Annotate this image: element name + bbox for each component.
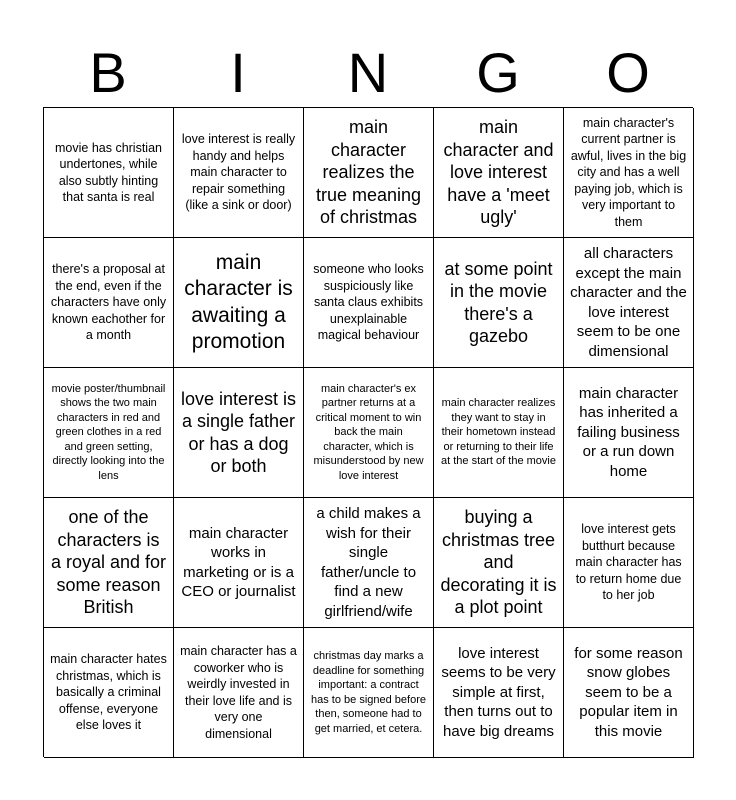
cell-text: main character works in marketing or is a CEO or journalist: [181, 524, 296, 600]
bingo-cell[interactable]: [304, 238, 434, 368]
cell-text: main character realizes they want to stay in their hometown instead or returning to their life at the start of the movie: [441, 397, 556, 468]
bingo-cell[interactable]: [434, 498, 564, 628]
bingo-cell[interactable]: [44, 498, 174, 628]
bingo-cell[interactable]: [564, 498, 694, 628]
cell-text: christmas day marks a deadline for something important: a contract has to be signed before then, someone had to get married, et cetera.: [311, 650, 426, 735]
cell-text: love interest seems to be very simple at first, then turns out to have big dreams: [441, 644, 556, 740]
bingo-cell[interactable]: [434, 238, 564, 368]
bingo-cell[interactable]: [564, 108, 694, 238]
bingo-cell[interactable]: [434, 628, 564, 758]
cell-text: love interest gets butthurt because main character has to return home due to her job: [575, 522, 682, 603]
bingo-cell[interactable]: [174, 498, 304, 628]
bingo-cell[interactable]: [564, 238, 694, 368]
cell-text: main character and love interest have a 'meet ugly': [443, 117, 554, 228]
bingo-cell[interactable]: [44, 238, 174, 368]
cell-text: there's a proposal at the end, even if the characters have only known eachother for a month: [50, 262, 167, 343]
cell-text: for some reason snow globes seem to be a popular item in this movie: [574, 644, 683, 740]
cell-text: main character is awaiting a promotion: [184, 250, 293, 353]
cell-text: main character hates christmas, which is basically a criminal offense, everyone else loves it: [50, 652, 167, 733]
cell-text: main character has a coworker who is weirdly invested in their love life and is very one dimensional: [180, 644, 297, 741]
header-letter-o: O: [606, 41, 650, 104]
header-letter-b: B: [89, 41, 127, 104]
cell-text: buying a christmas tree and decorating it is a plot point: [440, 507, 557, 618]
bingo-cell[interactable]: [304, 108, 434, 238]
cell-text: main character has inherited a failing business or a run down home: [577, 384, 680, 480]
bingo-cell[interactable]: [434, 108, 564, 238]
cell-text: movie has christian undertones, while also subtly hinting that santa is real: [55, 140, 162, 204]
header-letter-i: I: [230, 41, 246, 104]
bingo-cell[interactable]: [44, 368, 174, 498]
bingo-cell[interactable]: [434, 368, 564, 498]
bingo-cell[interactable]: [564, 628, 694, 758]
bingo-cell[interactable]: [174, 238, 304, 368]
cell-text: someone who looks suspiciously like santa claus exhibits unexplainable magical behaviour: [313, 262, 424, 343]
cell-text: one of the characters is a royal and for some reason British: [50, 507, 167, 618]
bingo-cell[interactable]: [44, 628, 174, 758]
bingo-header: [43, 40, 693, 106]
bingo-cell[interactable]: [174, 108, 304, 238]
cell-text: main character's ex partner returns at a critical moment to win back the main character, which is misunderstood by new love interest: [313, 382, 424, 482]
cell-text: main character's current partner is awful, lives in the big city and has a well paying job, which is very important to them: [570, 115, 687, 229]
cell-text: at some point in the movie there's a gazebo: [444, 258, 553, 346]
bingo-cell[interactable]: [304, 628, 434, 758]
cell-text: main character realizes the true meaning of christmas: [315, 117, 422, 228]
cell-text: movie poster/thumbnail shows the two main characters in red and green clothes in a red and green setting, directly looking into the lens: [51, 382, 166, 482]
cell-text: love interest is a single father or has a dog or both: [180, 388, 297, 476]
bingo-cell[interactable]: [174, 368, 304, 498]
bingo-cell[interactable]: [564, 368, 694, 498]
cell-text: all characters except the main character and the love interest seem to be one dimensional: [570, 245, 687, 360]
bingo-cell[interactable]: [174, 628, 304, 758]
cell-text: love interest is really handy and helps main character to repair something (like a sink or door): [181, 132, 296, 213]
header-letter-n: N: [347, 41, 389, 104]
cell-text: a child makes a wish for their single father/uncle to find a new girlfriend/wife: [316, 505, 421, 620]
bingo-cell[interactable]: [304, 368, 434, 498]
bingo-grid: [43, 107, 693, 757]
header-letter-g: G: [476, 41, 520, 104]
bingo-cell[interactable]: [44, 108, 174, 238]
bingo-cell[interactable]: [304, 498, 434, 628]
